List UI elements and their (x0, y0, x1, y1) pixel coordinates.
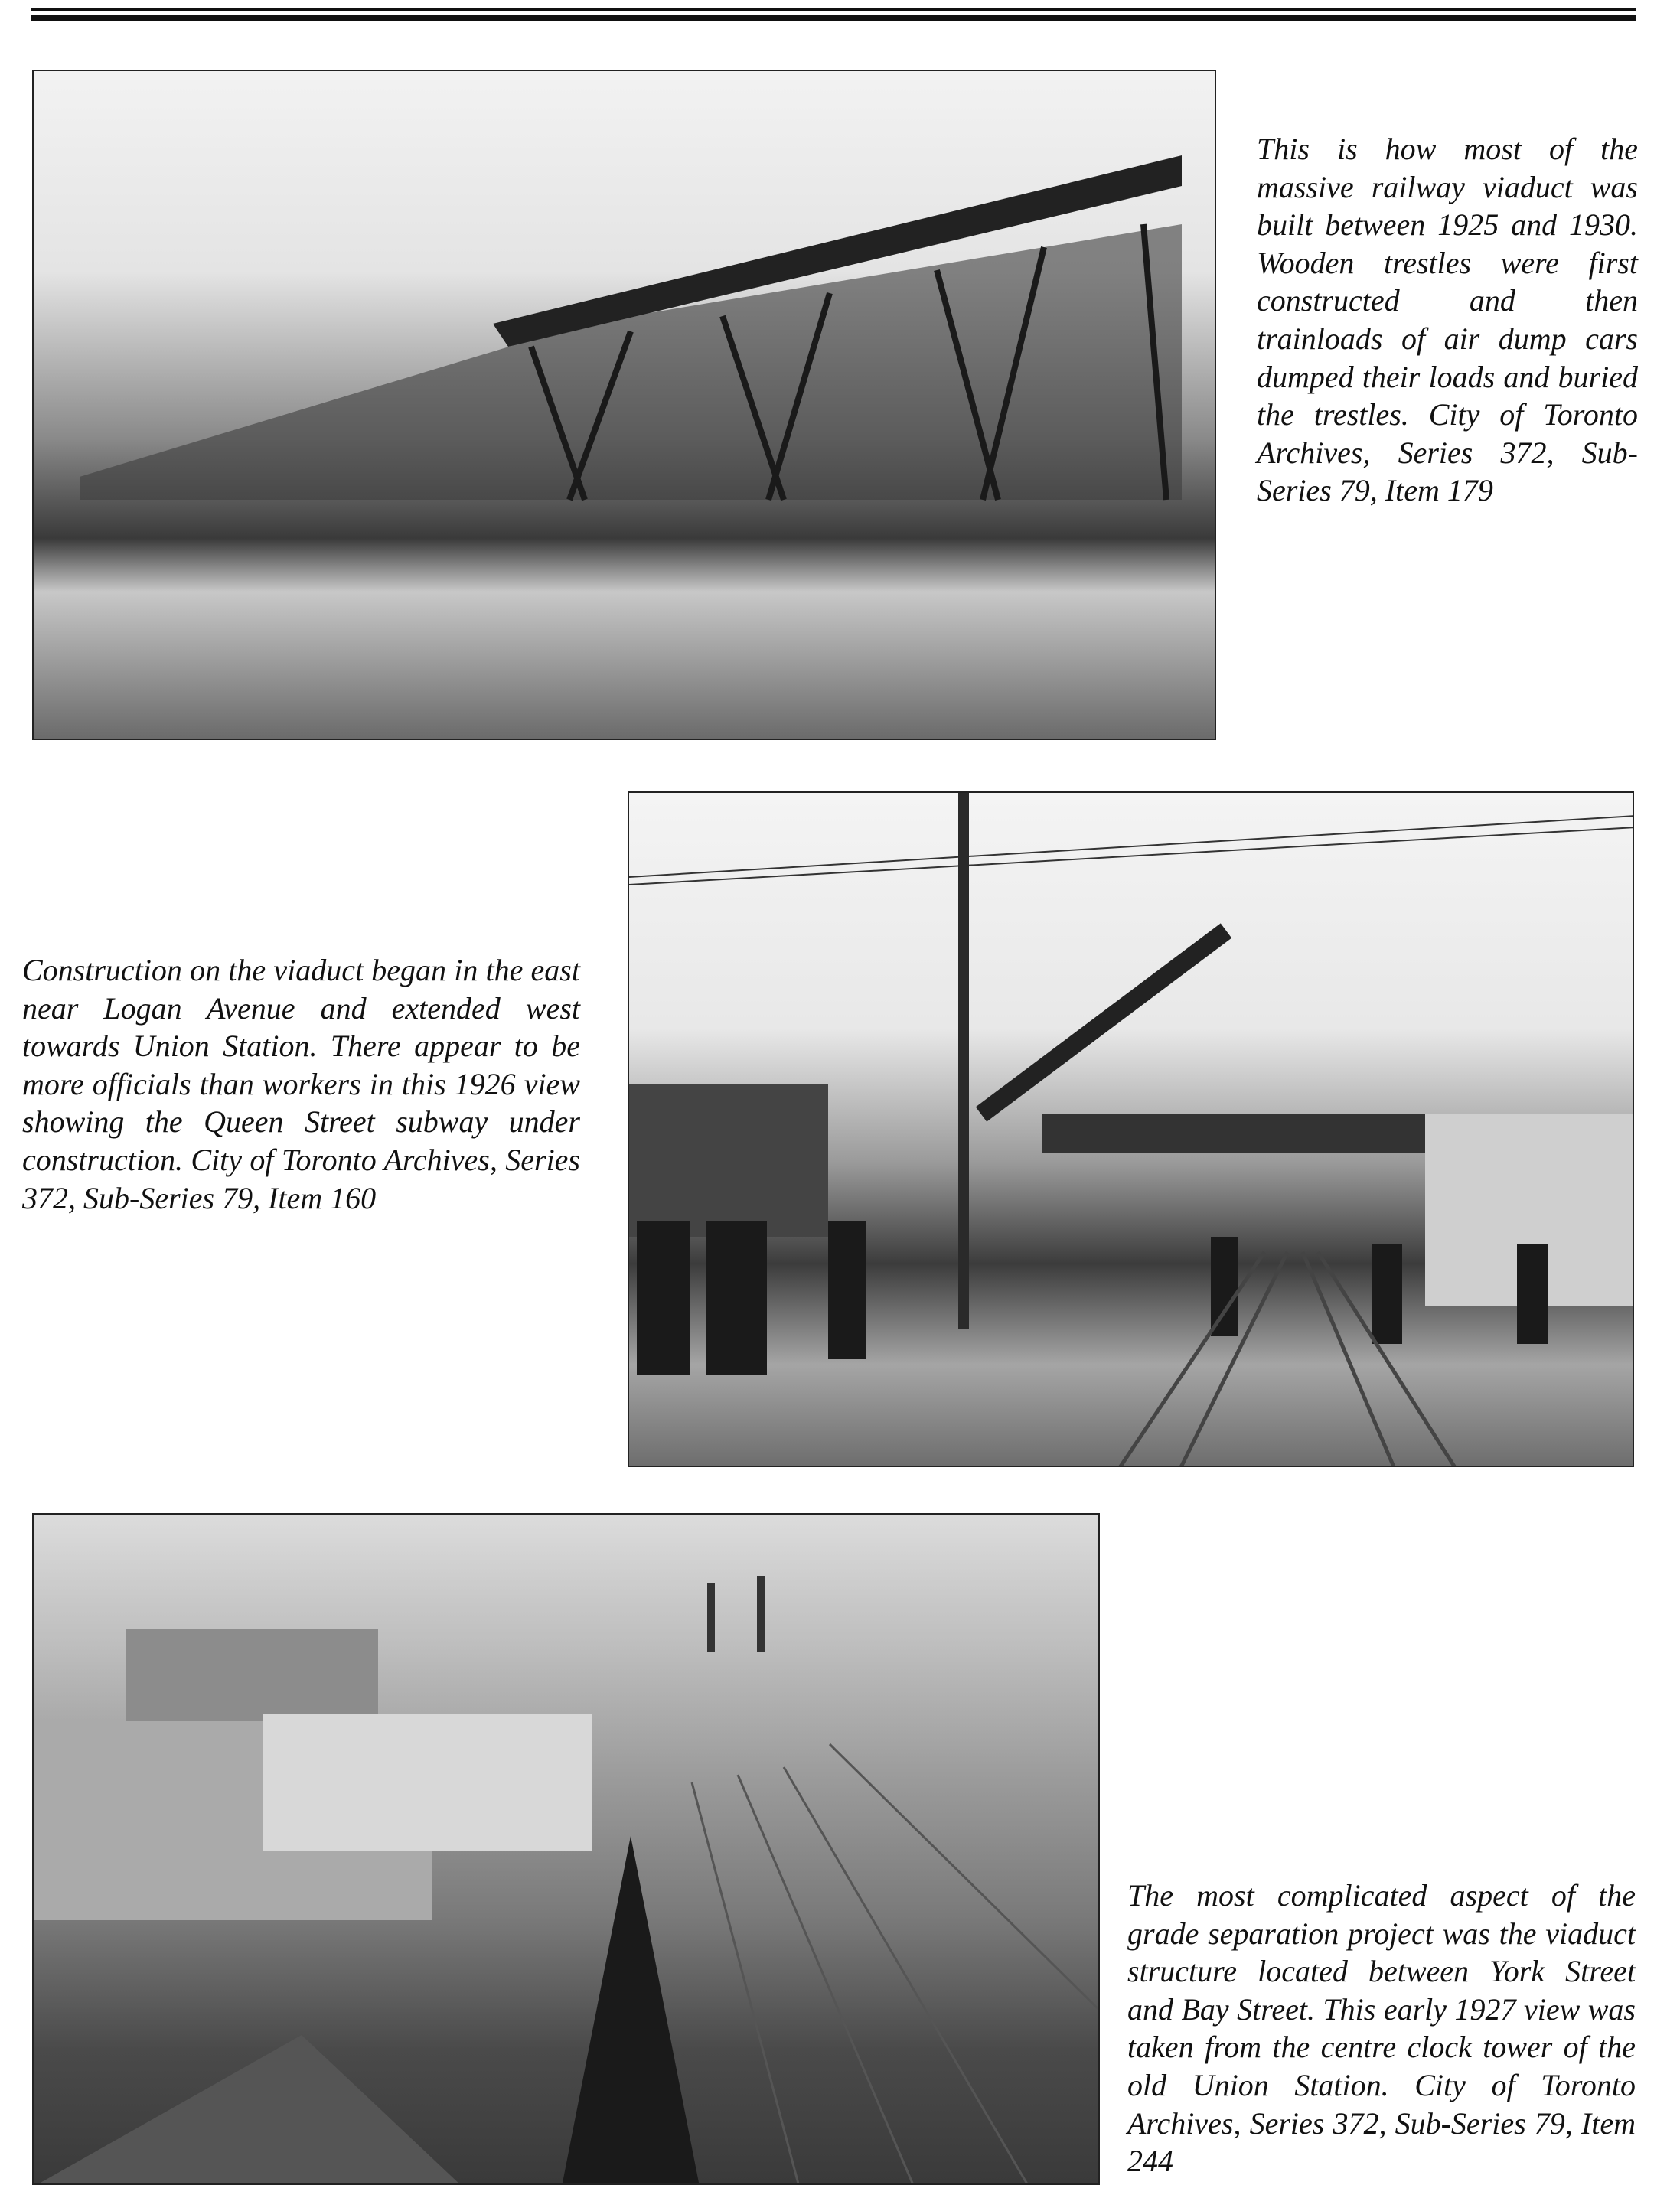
header-rule-thin (31, 8, 1636, 11)
photo1-caption: This is how most of the massive railway viaduct was built between 1925 and 1930. Wooden trestles were first constructed and then trainloads of air dump cars dumped their loads and buried the trestles. City of Toronto Archives, Series 372, Sub-Series 79, Item 179 (1257, 132, 1638, 508)
photo3-caption: The most complicated aspect of the grade separation project was the viaduct structure located between York Street and Bay Street. This early 1927 view was taken from the centre clock tower of the old Union Station. City of Toronto Archives, Series 372, Sub-Series 79, Item 244 (1127, 1878, 1636, 2179)
street-illustration (629, 793, 1634, 1467)
photo-queen-street-subway-construction (628, 791, 1634, 1467)
photo2-caption: Construction on the viaduct began in the east near Logan Avenue and extended west towards Union Station. There appear to be more officials than workers in this 1926 view showing the Queen Street subway under construction. City of Toronto Archives, Series 372, Sub-Series 79, Item 160 (22, 953, 580, 1215)
photo-viaduct-trestle-construction (32, 70, 1216, 740)
header-rule-thick (31, 15, 1636, 21)
trestle-illustration (34, 71, 1216, 740)
photo-union-station-viaduct-aerial (32, 1513, 1100, 2185)
rail-yard-illustration (34, 1515, 1100, 2185)
